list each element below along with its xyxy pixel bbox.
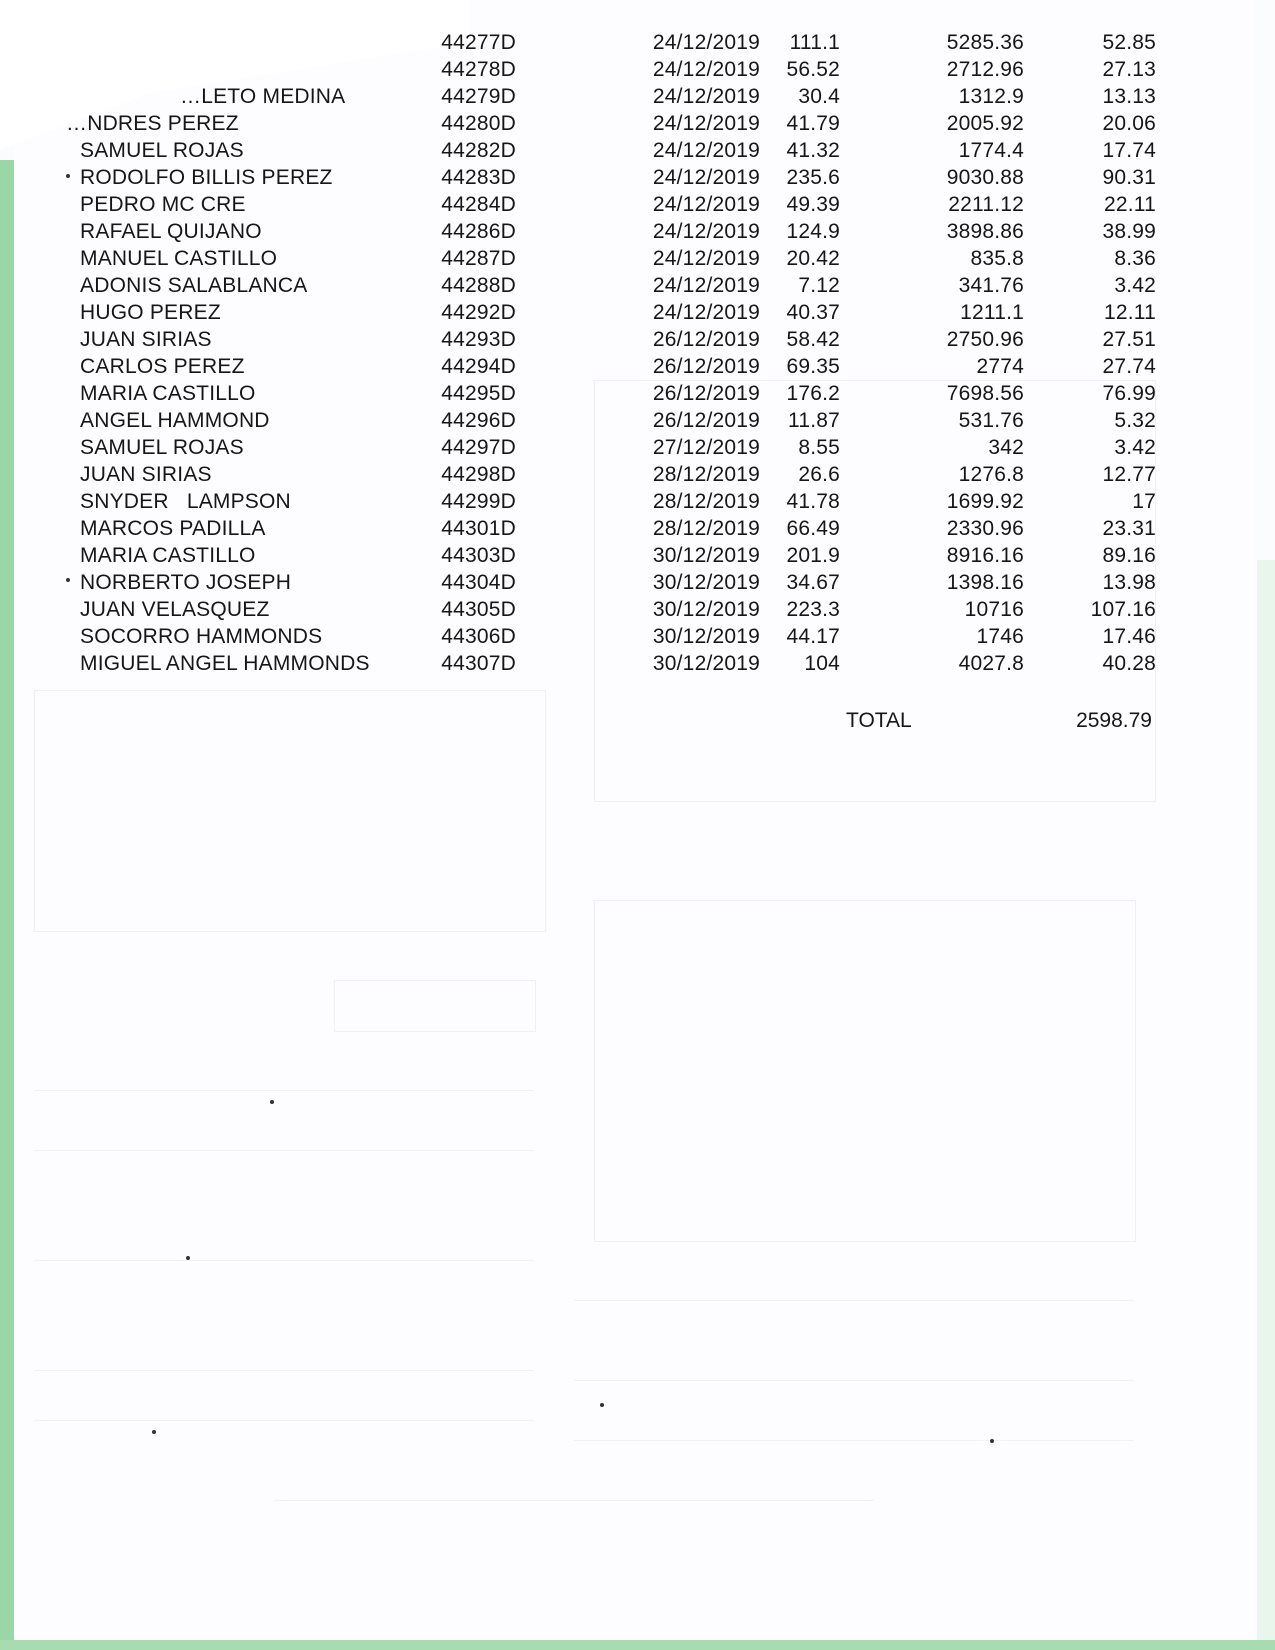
cell-tax: 12.11 — [1104, 301, 1156, 324]
cell-tax: 5.32 — [1114, 409, 1156, 432]
cell-qty: 30.4 — [798, 85, 840, 108]
total-label: TOTAL — [846, 709, 912, 732]
cell-date: 30/12/2019 — [652, 598, 760, 621]
cell-qty: 7.12 — [798, 274, 840, 297]
cell-amount: 835.8 — [970, 247, 1024, 270]
green-backing-paper-right — [1257, 560, 1275, 1650]
table-row — [0, 650, 1275, 677]
cell-date: 27/12/2019 — [652, 436, 760, 459]
cell-date: 24/12/2019 — [652, 58, 760, 81]
cell-date: 24/12/2019 — [652, 220, 760, 243]
cell-code: 44301D — [441, 517, 516, 540]
cell-qty: 8.55 — [798, 436, 840, 459]
cell-name: JUAN SIRIAS — [80, 463, 212, 486]
cell-amount: 2211.12 — [948, 193, 1024, 216]
cell-name: MARCOS PADILLA — [80, 517, 266, 540]
table-row — [0, 407, 1275, 434]
cell-amount: 2330.96 — [946, 517, 1024, 540]
cell-amount: 1746 — [976, 625, 1024, 648]
cell-amount: 1699.92 — [946, 490, 1024, 513]
table-row — [0, 326, 1275, 353]
table-row — [0, 56, 1275, 83]
scan-speck — [66, 578, 70, 582]
cell-code: 44306D — [441, 625, 516, 648]
cell-date: 26/12/2019 — [652, 382, 760, 405]
cell-qty: 26.6 — [798, 463, 840, 486]
cell-code: 44294D — [441, 355, 516, 378]
cell-tax: 27.13 — [1102, 58, 1156, 81]
cell-date: 30/12/2019 — [652, 544, 760, 567]
show-through-line — [274, 1500, 874, 1501]
cell-name: MIGUEL ANGEL HAMMONDS — [80, 652, 370, 675]
table-row — [0, 272, 1275, 299]
table-row — [0, 488, 1275, 515]
show-through-line — [34, 1370, 534, 1371]
table-row — [0, 623, 1275, 650]
cell-code: 44293D — [441, 328, 516, 351]
show-through-box — [34, 690, 546, 932]
cell-code: 44296D — [441, 409, 516, 432]
cell-qty: 40.37 — [786, 301, 840, 324]
cell-date: 26/12/2019 — [652, 328, 760, 351]
cell-name: …NDRES PEREZ — [66, 112, 239, 135]
cell-amount: 5285.36 — [946, 31, 1024, 54]
cell-date: 30/12/2019 — [652, 625, 760, 648]
cell-tax: 23.31 — [1102, 517, 1156, 540]
cell-tax: 3.42 — [1114, 436, 1156, 459]
cell-qty: 56.52 — [786, 58, 840, 81]
scan-speck — [66, 174, 70, 178]
cell-code: 44299D — [441, 490, 516, 513]
cell-date: 24/12/2019 — [652, 85, 760, 108]
cell-code: 44305D — [441, 598, 516, 621]
cell-name: SAMUEL ROJAS — [80, 436, 244, 459]
cell-name: …LETO MEDINA — [180, 85, 346, 108]
cell-amount: 531.76 — [958, 409, 1024, 432]
cell-amount: 1774.4 — [958, 139, 1024, 162]
table-row — [0, 353, 1275, 380]
table-row — [0, 542, 1275, 569]
cell-date: 24/12/2019 — [652, 301, 760, 324]
cell-qty: 124.9 — [786, 220, 840, 243]
cell-name: ADONIS SALABLANCA — [80, 274, 308, 297]
cell-code: 44287D — [441, 247, 516, 270]
cell-amount: 2750.96 — [946, 328, 1024, 351]
cell-tax: 52.85 — [1102, 31, 1156, 54]
cell-date: 24/12/2019 — [652, 112, 760, 135]
cell-name: MARIA CASTILLO — [80, 382, 256, 405]
cell-amount: 2712.96 — [946, 58, 1024, 81]
cell-amount: 8916.16 — [946, 544, 1024, 567]
cell-tax: 90.31 — [1102, 166, 1156, 189]
cell-date: 24/12/2019 — [652, 31, 760, 54]
cell-code: 44278D — [441, 58, 516, 81]
show-through-line — [574, 1380, 1134, 1381]
cell-name: SNYDER LAMPSON — [80, 490, 291, 513]
cell-name: JUAN SIRIAS — [80, 328, 212, 351]
table-row — [0, 137, 1275, 164]
table-row — [0, 191, 1275, 218]
cell-code: 44288D — [441, 274, 516, 297]
cell-qty: 11.87 — [788, 409, 840, 432]
cell-tax: 107.16 — [1090, 598, 1156, 621]
table-row — [0, 596, 1275, 623]
total-value: 2598.79 — [1076, 709, 1152, 732]
table-row — [0, 461, 1275, 488]
cell-qty: 20.42 — [786, 247, 840, 270]
cell-qty: 41.79 — [786, 112, 840, 135]
cell-date: 24/12/2019 — [652, 247, 760, 270]
scan-speck — [186, 1256, 190, 1260]
cell-name: SOCORRO HAMMONDS — [80, 625, 323, 648]
table-row — [0, 218, 1275, 245]
cell-date: 28/12/2019 — [652, 517, 760, 540]
cell-amount: 1211.1 — [960, 301, 1024, 324]
cell-qty: 176.2 — [786, 382, 840, 405]
cell-date: 24/12/2019 — [652, 139, 760, 162]
cell-tax: 13.98 — [1102, 571, 1156, 594]
cell-name: NORBERTO JOSEPH — [80, 571, 292, 594]
cell-qty: 44.17 — [786, 625, 840, 648]
cell-amount: 1312.9 — [958, 85, 1024, 108]
show-through-box — [594, 900, 1136, 1242]
cell-code: 44298D — [441, 463, 516, 486]
cell-qty: 41.78 — [786, 490, 840, 513]
cell-qty: 223.3 — [786, 598, 840, 621]
cell-amount: 3898.86 — [946, 220, 1024, 243]
cell-tax: 17.74 — [1102, 139, 1156, 162]
cell-amount: 342 — [988, 436, 1024, 459]
scan-speck — [600, 1403, 604, 1407]
show-through-line — [34, 1090, 534, 1091]
cell-code: 44295D — [441, 382, 516, 405]
cell-code: 44282D — [441, 139, 516, 162]
table-row — [0, 299, 1275, 326]
table-row — [0, 29, 1275, 56]
cell-date: 26/12/2019 — [652, 355, 760, 378]
cell-name: MANUEL CASTILLO — [80, 247, 278, 270]
cell-code: 44280D — [441, 112, 516, 135]
cell-name: RODOLFO BILLIS PEREZ — [80, 166, 333, 189]
cell-code: 44277D — [441, 31, 516, 54]
cell-code: 44297D — [441, 436, 516, 459]
show-through-line — [34, 1150, 534, 1151]
cell-name: ANGEL HAMMOND — [80, 409, 270, 432]
table-row — [0, 569, 1275, 596]
table-row — [0, 110, 1275, 137]
show-through-line — [574, 1300, 1134, 1301]
cell-tax: 12.77 — [1102, 463, 1156, 486]
cell-name: RAFAEL QUIJANO — [80, 220, 262, 243]
cell-name: SAMUEL ROJAS — [80, 139, 244, 162]
cell-name: HUGO PEREZ — [80, 301, 221, 324]
cell-amount: 10716 — [964, 598, 1024, 621]
show-through-box — [334, 980, 536, 1032]
cell-amount: 4027.8 — [958, 652, 1024, 675]
cell-date: 28/12/2019 — [652, 490, 760, 513]
cell-tax: 13.13 — [1102, 85, 1156, 108]
cell-code: 44303D — [441, 544, 516, 567]
cell-qty: 58.42 — [786, 328, 840, 351]
cell-name: CARLOS PEREZ — [80, 355, 245, 378]
cell-amount: 9030.88 — [946, 166, 1024, 189]
cell-amount: 1398.16 — [946, 571, 1024, 594]
cell-tax: 17.46 — [1102, 625, 1156, 648]
scan-speck — [152, 1430, 156, 1434]
cell-code: 44307D — [441, 652, 516, 675]
cell-tax: 40.28 — [1102, 652, 1156, 675]
table-row — [0, 380, 1275, 407]
cell-code: 44283D — [441, 166, 516, 189]
cell-qty: 104 — [804, 652, 840, 675]
table-row — [0, 434, 1275, 461]
cell-date: 30/12/2019 — [652, 571, 760, 594]
cell-date: 28/12/2019 — [652, 463, 760, 486]
cell-qty: 66.49 — [786, 517, 840, 540]
cell-code: 44286D — [441, 220, 516, 243]
cell-tax: 89.16 — [1102, 544, 1156, 567]
green-backing-paper-bottom — [0, 1640, 1275, 1650]
cell-tax: 76.99 — [1102, 382, 1156, 405]
cell-tax: 17 — [1132, 490, 1156, 513]
cell-amount: 341.76 — [958, 274, 1024, 297]
cell-name: PEDRO MC CRE — [80, 193, 246, 216]
cell-qty: 49.39 — [786, 193, 840, 216]
cell-tax: 38.99 — [1102, 220, 1156, 243]
cell-name: JUAN VELASQUEZ — [80, 598, 270, 621]
show-through-line — [574, 1440, 1134, 1441]
cell-amount: 1276.8 — [958, 463, 1024, 486]
cell-qty: 111.1 — [789, 31, 840, 54]
table-row — [0, 164, 1275, 191]
cell-tax: 20.06 — [1102, 112, 1156, 135]
cell-date: 24/12/2019 — [652, 274, 760, 297]
scan-speck — [270, 1100, 274, 1104]
cell-tax: 3.42 — [1114, 274, 1156, 297]
table-row — [0, 515, 1275, 542]
cell-code: 44292D — [441, 301, 516, 324]
show-through-line — [34, 1260, 534, 1261]
cell-qty: 201.9 — [786, 544, 840, 567]
cell-amount: 2774 — [976, 355, 1024, 378]
cell-code: 44304D — [441, 571, 516, 594]
cell-tax: 27.74 — [1102, 355, 1156, 378]
cell-qty: 235.6 — [786, 166, 840, 189]
cell-amount: 2005.92 — [946, 112, 1024, 135]
cell-qty: 69.35 — [786, 355, 840, 378]
cell-code: 44284D — [441, 193, 516, 216]
cell-tax: 22.11 — [1104, 193, 1156, 216]
table-row — [0, 245, 1275, 272]
cell-name: MARIA CASTILLO — [80, 544, 256, 567]
cell-tax: 8.36 — [1114, 247, 1156, 270]
scan-speck — [990, 1439, 994, 1443]
cell-date: 24/12/2019 — [652, 166, 760, 189]
cell-tax: 27.51 — [1102, 328, 1156, 351]
cell-date: 24/12/2019 — [652, 193, 760, 216]
cell-amount: 7698.56 — [946, 382, 1024, 405]
cell-date: 30/12/2019 — [652, 652, 760, 675]
table-row — [0, 83, 1275, 110]
cell-date: 26/12/2019 — [652, 409, 760, 432]
cell-qty: 41.32 — [786, 139, 840, 162]
cell-qty: 34.67 — [786, 571, 840, 594]
show-through-line — [34, 1420, 534, 1421]
cell-code: 44279D — [441, 85, 516, 108]
